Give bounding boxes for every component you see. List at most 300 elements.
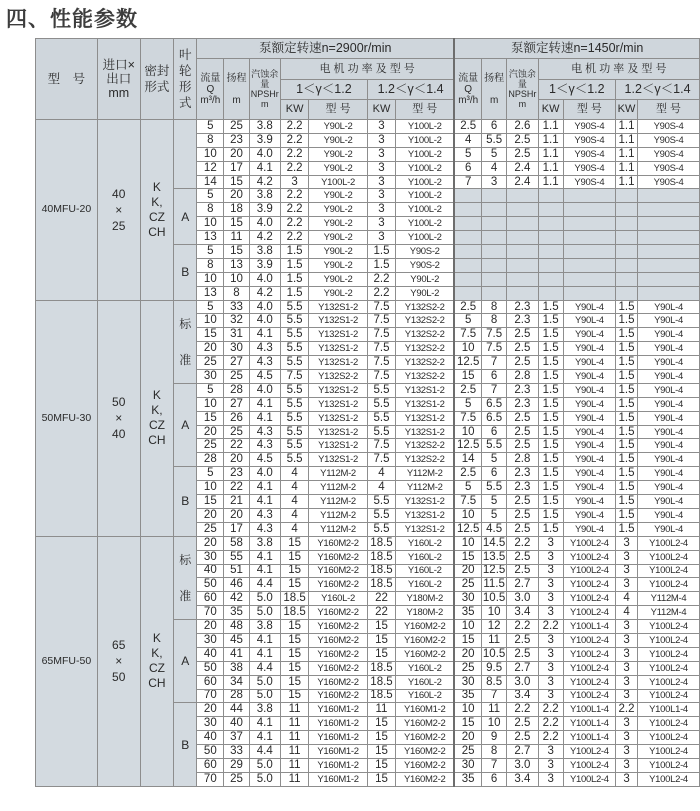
cell-kw-high-1450: 3 [616, 564, 638, 578]
cell-type-high-1450: Y90L-4 [638, 495, 700, 509]
cell-type-low-1450: Y90S-4 [563, 133, 615, 147]
cell-npsh-1450 [507, 272, 538, 286]
cell-kw-high-1450: 1.5 [616, 300, 638, 314]
cell-kw-low-1450: 1.5 [538, 397, 563, 411]
cell-kw-low-2900: 11 [280, 703, 308, 717]
cell-kw-high-2900: 7.5 [367, 342, 395, 356]
cell-kw-low-1450: 1.5 [538, 300, 563, 314]
cell-type-high-2900: Y112M-2 [396, 481, 455, 495]
cell-kw-high-1450: 3 [616, 717, 638, 731]
cell-kw-low-2900: 5.5 [280, 314, 308, 328]
cell-type-high-1450: Y90L-4 [638, 481, 700, 495]
cell-type-high-2900: Y160M2-2 [396, 745, 455, 759]
cell-head-2900: 41 [224, 647, 249, 661]
cell-npsh-1450: 2.8 [507, 370, 538, 384]
cell-kw-low-2900: 4 [280, 508, 308, 522]
cell-npsh-2900: 4.0 [249, 217, 280, 231]
cell-flow-2900: 14 [197, 175, 224, 189]
cell-type-low-1450: Y90S-4 [563, 120, 615, 134]
cell-type-low-1450: Y100L2-4 [563, 689, 615, 703]
cell-flow-2900: 15 [197, 495, 224, 509]
cell-head-2900: 13 [224, 258, 249, 272]
cell-kw-high-2900: 5.5 [367, 508, 395, 522]
cell-head-1450 [482, 272, 507, 286]
cell-head-2900: 30 [224, 342, 249, 356]
table-row [36, 120, 700, 134]
cell-npsh-1450: 3.0 [507, 758, 538, 772]
cell-npsh-1450: 2.2 [507, 703, 538, 717]
cell-kw-low-2900: 11 [280, 717, 308, 731]
cell-type-low-2900: Y90L-2 [309, 161, 368, 175]
cell-flow-1450: 20 [454, 731, 481, 745]
cell-kw-low-1450: 3 [538, 745, 563, 759]
cell-type-high-1450: Y100L2-4 [638, 633, 700, 647]
cell-kw-low-2900: 2.2 [280, 120, 308, 134]
cell-npsh-2900: 5.0 [249, 689, 280, 703]
cell-kw-high-1450: 1.5 [616, 425, 638, 439]
model-cell: 50MFU-30 [36, 300, 98, 536]
cell-type-high-2900: Y160M2-2 [396, 772, 455, 786]
cell-head-2900: 33 [224, 745, 249, 759]
cell-kw-low-1450: 1.5 [538, 342, 563, 356]
cell-kw-low-2900: 2.2 [280, 231, 308, 245]
cell-flow-2900: 12 [197, 161, 224, 175]
cell-kw-low-1450: 2.2 [538, 731, 563, 745]
cell-flow-2900: 20 [197, 703, 224, 717]
cell-flow-1450 [454, 286, 481, 300]
impeller-cell: 标 准 [174, 300, 197, 383]
cell-type-low-1450: Y90L-4 [563, 453, 615, 467]
header-speed-1450: 泵额定转速n=1450r/min [454, 39, 699, 59]
cell-type-low-2900: Y90L-2 [309, 217, 368, 231]
cell-type-low-2900: Y100L-2 [309, 175, 368, 189]
cell-flow-1450: 7.5 [454, 495, 481, 509]
cell-kw-high-1450: 1.5 [616, 411, 638, 425]
cell-type-low-1450: Y100L2-4 [563, 633, 615, 647]
cell-type-low-1450: Y100L2-4 [563, 772, 615, 786]
cell-type-low-2900: Y132S1-2 [309, 328, 368, 342]
cell-flow-2900: 60 [197, 592, 224, 606]
cell-kw-high-1450 [616, 245, 638, 259]
cell-type-high-1450: Y90S-4 [638, 120, 700, 134]
cell-head-2900: 25 [224, 772, 249, 786]
cell-type-low-1450 [563, 203, 615, 217]
cell-type-low-2900: Y132S1-2 [309, 300, 368, 314]
cell-head-1450 [482, 231, 507, 245]
cell-kw-low-1450: 1.5 [538, 370, 563, 384]
cell-flow-1450: 12.5 [454, 439, 481, 453]
cell-type-low-2900: Y160M2-2 [309, 647, 368, 661]
cell-kw-low-1450: 3 [538, 592, 563, 606]
cell-head-1450 [482, 189, 507, 203]
cell-type-high-1450: Y112M-4 [638, 606, 700, 620]
cell-kw-high-2900: 15 [367, 745, 395, 759]
cell-npsh-2900: 3.8 [249, 245, 280, 259]
cell-head-2900: 38 [224, 661, 249, 675]
cell-type-high-1450: Y100L1-4 [638, 703, 700, 717]
cell-head-1450: 8 [482, 314, 507, 328]
cell-kw-low-1450: 3 [538, 550, 563, 564]
header-head-2900: 扬程 m [224, 59, 249, 120]
cell-head-1450: 5 [482, 453, 507, 467]
cell-head-2900: 51 [224, 564, 249, 578]
cell-flow-1450: 2.5 [454, 300, 481, 314]
cell-npsh-2900: 3.9 [249, 258, 280, 272]
cell-type-high-2900: Y100L-2 [396, 147, 455, 161]
cell-kw-high-2900: 5.5 [367, 383, 395, 397]
cell-type-high-1450: Y90S-4 [638, 147, 700, 161]
cell-npsh-1450: 2.5 [507, 147, 538, 161]
impeller-cell: B [174, 245, 197, 301]
cell-flow-2900: 30 [197, 633, 224, 647]
cell-head-1450: 14.5 [482, 536, 506, 549]
cell-flow-2900: 5 [197, 300, 224, 314]
cell-kw-high-1450: 2.2 [616, 703, 638, 717]
cell-flow-1450: 5 [454, 147, 481, 161]
cell-kw-high-2900: 3 [367, 161, 395, 175]
cell-kw-low-2900: 18.5 [280, 592, 308, 606]
cell-kw-low-2900: 5.5 [280, 439, 308, 453]
cell-type-high-2900: Y100L-2 [396, 133, 455, 147]
cell-kw-high-2900: 2.2 [367, 286, 395, 300]
cell-type-high-2900: Y160M2-2 [396, 758, 455, 772]
cell-type-high-2900: Y132S1-2 [396, 397, 455, 411]
cell-kw-low-2900: 5.5 [280, 411, 308, 425]
cell-kw-low-2900: 5.5 [280, 300, 308, 314]
cell-kw-low-1450: 1.5 [538, 439, 563, 453]
cell-type-low-1450: Y90L-4 [563, 328, 615, 342]
cell-npsh-2900: 4.1 [249, 633, 280, 647]
cell-flow-1450: 25 [454, 578, 481, 592]
cell-npsh-2900: 4.0 [249, 300, 280, 314]
cell-npsh-1450 [507, 189, 538, 203]
cell-kw-high-2900: 7.5 [367, 370, 395, 384]
cell-kw-low-2900: 15 [280, 661, 308, 675]
cell-kw-low-1450: 1.5 [538, 453, 563, 467]
cell-head-1450: 10 [482, 717, 507, 731]
cell-kw-low-1450: 1.5 [538, 314, 563, 328]
cell-head-2900: 27 [224, 356, 249, 370]
cell-flow-2900: 50 [197, 661, 224, 675]
cell-kw-high-2900: 5.5 [367, 411, 395, 425]
cell-npsh-2900: 4.0 [249, 314, 280, 328]
cell-kw-low-1450: 1.1 [538, 133, 563, 147]
header-npsh-2900: 汽蚀余量 NPSHr m [249, 59, 280, 120]
cell-head-1450: 11 [482, 633, 507, 647]
cell-npsh-1450: 2.5 [507, 564, 538, 578]
cell-kw-high-1450: 1.5 [616, 467, 638, 481]
cell-kw-low-1450 [538, 189, 563, 203]
cell-head-1450: 9 [482, 731, 507, 745]
header-motor-2900: 电 机 功 率 及 型 号 [280, 59, 454, 80]
cell-kw-low-1450: 1.1 [538, 175, 563, 189]
cell-flow-2900: 5 [197, 383, 224, 397]
cell-kw-low-2900: 5.5 [280, 328, 308, 342]
cell-npsh-2900: 3.8 [249, 536, 280, 550]
cell-kw-high-1450 [616, 272, 638, 286]
cell-kw-low-2900: 15 [280, 550, 308, 564]
cell-flow-1450: 15 [454, 717, 481, 731]
cell-npsh-1450: 2.5 [507, 342, 538, 356]
cell-kw-low-1450: 1.5 [538, 495, 563, 509]
cell-head-2900: 20 [224, 453, 249, 467]
cell-head-2900: 33 [224, 300, 249, 314]
cell-kw-low-1450 [538, 217, 563, 231]
cell-head-1450: 4.5 [482, 522, 507, 536]
cell-kw-low-1450: 2.2 [538, 703, 563, 717]
cell-npsh-1450: 2.3 [507, 397, 538, 411]
cell-kw-low-2900: 2.2 [280, 161, 308, 175]
cell-type-high-1450 [638, 272, 700, 286]
cell-type-low-1450 [563, 272, 615, 286]
cell-head-1450 [482, 217, 507, 231]
cell-kw-low-1450: 3 [538, 606, 563, 620]
cell-kw-high-1450: 1.5 [616, 356, 638, 370]
cell-kw-low-2900: 15 [280, 675, 308, 689]
cell-flow-1450 [454, 272, 481, 286]
impeller-cell: A [174, 189, 197, 245]
cell-kw-high-2900: 18.5 [367, 536, 395, 550]
header-kw: KW [538, 100, 563, 120]
cell-kw-high-1450: 1.5 [616, 370, 638, 384]
cell-kw-high-1450: 3 [616, 647, 638, 661]
cell-type-high-2900: Y100L-2 [396, 189, 455, 203]
cell-kw-high-2900: 5.5 [367, 397, 395, 411]
cell-npsh-1450: 2.5 [507, 633, 538, 647]
cell-type-low-1450: Y90L-4 [563, 411, 615, 425]
cell-flow-2900: 10 [197, 397, 224, 411]
cell-type-low-2900: Y160M2-2 [309, 661, 368, 675]
cell-flow-2900: 5 [197, 467, 224, 481]
model-cell: 40MFU-20 [36, 120, 98, 301]
cell-kw-high-1450: 1.5 [616, 342, 638, 356]
cell-flow-2900: 20 [197, 536, 224, 550]
cell-kw-high-1450: 3 [616, 550, 638, 564]
cell-flow-2900: 20 [197, 508, 224, 522]
cell-kw-high-1450: 1.5 [616, 397, 638, 411]
cell-npsh-2900: 5.0 [249, 675, 280, 689]
cell-flow-1450: 5 [454, 397, 481, 411]
cell-flow-2900: 70 [197, 606, 224, 620]
cell-head-1450: 8.5 [482, 675, 507, 689]
page-heading: 四、性能参数 [6, 7, 138, 31]
cell-type-low-2900: Y90L-2 [309, 286, 368, 300]
cell-type-high-1450: Y90L-4 [638, 425, 700, 439]
cell-type-low-2900: Y112M-2 [309, 522, 368, 536]
cell-npsh-1450: 2.5 [507, 508, 538, 522]
cell-type-low-1450: Y90S-4 [563, 175, 615, 189]
header-type: 型 号 [563, 100, 615, 120]
cell-kw-low-2900: 3 [280, 175, 308, 189]
cell-head-2900: 18 [224, 203, 249, 217]
cell-head-2900: 22 [224, 439, 249, 453]
cell-kw-high-1450: 1.1 [616, 147, 638, 161]
cell-type-low-2900: Y160M1-2 [309, 703, 368, 717]
cell-head-1450: 12 [482, 620, 507, 634]
cell-head-2900: 15 [224, 217, 249, 231]
cell-type-high-1450 [638, 231, 700, 245]
cell-head-1450: 6 [482, 370, 507, 384]
cell-type-high-1450: Y90L-4 [638, 370, 700, 384]
cell-flow-1450: 15 [454, 370, 481, 384]
cell-flow-2900: 28 [197, 453, 224, 467]
cell-npsh-2900: 4.3 [249, 356, 280, 370]
header-type: 型 号 [638, 100, 700, 120]
cell-flow-1450 [454, 217, 481, 231]
cell-head-1450: 8 [482, 300, 507, 314]
cell-head-1450: 10 [482, 606, 507, 620]
cell-kw-high-1450: 1.5 [616, 328, 638, 342]
cell-kw-low-2900: 5.5 [280, 397, 308, 411]
cell-kw-low-2900: 2.2 [280, 133, 308, 147]
cell-flow-2900: 10 [197, 272, 224, 286]
impeller-cell [174, 120, 197, 189]
cell-head-2900: 17 [224, 161, 249, 175]
cell-npsh-2900: 5.0 [249, 758, 280, 772]
cell-type-high-2900: Y160L-2 [396, 578, 455, 592]
cell-flow-1450: 35 [454, 689, 481, 703]
cell-flow-1450 [454, 258, 481, 272]
cell-kw-low-2900: 5.5 [280, 342, 308, 356]
size-cell: 40 × 25 [97, 120, 140, 301]
cell-kw-low-1450 [538, 203, 563, 217]
cell-kw-high-2900: 3 [367, 133, 395, 147]
cell-type-low-1450: Y90L-4 [563, 397, 615, 411]
cell-type-high-1450: Y90L-4 [638, 328, 700, 342]
cell-flow-2900: 50 [197, 578, 224, 592]
cell-type-high-1450: Y100L2-4 [638, 647, 700, 661]
header-kw: KW [280, 100, 308, 120]
cell-kw-high-1450: 4 [616, 592, 638, 606]
cell-kw-low-1450: 3 [538, 647, 563, 661]
cell-kw-high-2900: 7.5 [367, 300, 395, 314]
cell-type-low-1450: Y90L-4 [563, 342, 615, 356]
cell-flow-1450: 35 [454, 606, 481, 620]
cell-type-low-1450: Y100L1-4 [563, 703, 615, 717]
cell-kw-high-1450: 1.5 [616, 383, 638, 397]
cell-type-low-2900: Y112M-2 [309, 508, 368, 522]
cell-kw-low-2900: 2.2 [280, 217, 308, 231]
cell-type-high-2900: Y160M2-2 [396, 633, 455, 647]
cell-kw-low-2900: 15 [280, 647, 308, 661]
cell-kw-low-1450: 1.1 [538, 161, 563, 175]
cell-type-low-1450: Y100L2-4 [563, 606, 615, 620]
cell-kw-low-2900: 5.5 [280, 356, 308, 370]
cell-type-low-1450: Y100L2-4 [563, 758, 615, 772]
cell-kw-high-2900: 15 [367, 647, 395, 661]
cell-kw-high-1450: 3 [616, 772, 638, 786]
cell-kw-high-2900: 3 [367, 217, 395, 231]
cell-flow-2900: 8 [197, 258, 224, 272]
cell-flow-1450: 15 [454, 550, 481, 564]
cell-head-1450: 4 [482, 161, 507, 175]
cell-kw-high-1450 [616, 286, 638, 300]
cell-type-high-2900: Y160L-2 [396, 689, 455, 703]
cell-npsh-2900: 4.1 [249, 161, 280, 175]
cell-kw-high-2900: 22 [367, 606, 395, 620]
cell-type-low-2900: Y160M2-2 [309, 578, 368, 592]
cell-flow-1450: 7 [454, 175, 481, 189]
cell-head-1450: 7.5 [482, 342, 507, 356]
cell-flow-1450: 10 [454, 536, 481, 550]
cell-flow-2900: 15 [197, 328, 224, 342]
cell-flow-2900: 13 [197, 286, 224, 300]
cell-head-1450: 11 [482, 703, 507, 717]
cell-type-high-2900: Y132S1-2 [396, 522, 455, 536]
cell-npsh-1450: 2.5 [507, 411, 538, 425]
cell-head-1450: 6 [482, 772, 507, 786]
cell-npsh-1450: 2.6 [507, 120, 538, 134]
cell-kw-low-2900: 11 [280, 731, 308, 745]
cell-flow-2900: 60 [197, 758, 224, 772]
cell-type-low-1450: Y90S-4 [563, 147, 615, 161]
cell-type-low-2900: Y132S1-2 [309, 439, 368, 453]
cell-flow-2900: 15 [197, 411, 224, 425]
cell-flow-1450 [454, 203, 481, 217]
cell-head-1450: 10.5 [482, 592, 506, 605]
cell-head-2900: 26 [224, 411, 249, 425]
cell-head-1450: 6.5 [482, 411, 507, 425]
cell-flow-1450: 2.5 [454, 383, 481, 397]
cell-head-2900: 20 [224, 189, 249, 203]
cell-type-high-1450 [638, 286, 700, 300]
cell-kw-high-2900: 5.5 [367, 522, 395, 536]
cell-kw-high-2900: 15 [367, 620, 395, 634]
cell-kw-high-1450 [616, 189, 638, 203]
cell-kw-low-2900: 15 [280, 633, 308, 647]
cell-npsh-1450: 2.5 [507, 522, 538, 536]
cell-kw-low-1450: 2.2 [538, 620, 563, 634]
cell-flow-1450 [454, 245, 481, 259]
cell-npsh-2900: 3.9 [249, 133, 280, 147]
cell-type-low-1450: Y100L2-4 [563, 536, 615, 550]
cell-head-1450: 5 [482, 147, 507, 161]
cell-type-low-1450: Y100L2-4 [563, 661, 615, 675]
cell-npsh-1450 [507, 217, 538, 231]
cell-npsh-1450: 2.5 [507, 717, 538, 731]
cell-type-low-2900: Y132S1-2 [309, 453, 368, 467]
cell-npsh-2900: 4.1 [249, 397, 280, 411]
cell-flow-1450: 25 [454, 661, 481, 675]
header-motor-1450: 电 机 功 率 及 型 号 [538, 59, 699, 80]
cell-kw-low-2900: 11 [280, 745, 308, 759]
cell-type-low-2900: Y160M1-2 [309, 731, 368, 745]
header-model: 型 号 [36, 39, 98, 120]
cell-flow-1450: 20 [454, 564, 481, 578]
cell-npsh-2900: 4.0 [249, 467, 280, 481]
cell-head-1450: 5.5 [482, 439, 507, 453]
cell-npsh-2900: 4.3 [249, 439, 280, 453]
cell-kw-high-2900: 7.5 [367, 328, 395, 342]
cell-kw-high-2900: 2.2 [367, 272, 395, 286]
cell-kw-high-2900: 1.5 [367, 258, 395, 272]
cell-flow-1450: 10 [454, 620, 481, 634]
cell-head-1450 [482, 245, 507, 259]
cell-flow-2900: 10 [197, 217, 224, 231]
cell-head-1450: 7.5 [482, 328, 507, 342]
cell-kw-high-2900: 15 [367, 633, 395, 647]
cell-flow-1450: 10 [454, 508, 481, 522]
cell-kw-low-2900: 1.5 [280, 258, 308, 272]
header-gamma-high-1450: 1.2＜γ＜1.4 [616, 80, 700, 100]
cell-npsh-2900: 4.0 [249, 383, 280, 397]
cell-kw-high-1450: 3 [616, 633, 638, 647]
cell-kw-low-1450: 1.5 [538, 328, 563, 342]
header-inlet-outlet: 进口×出口mm [97, 39, 140, 120]
cell-npsh-2900: 4.3 [249, 508, 280, 522]
cell-npsh-1450 [507, 258, 538, 272]
cell-type-high-2900: Y100L-2 [396, 231, 455, 245]
